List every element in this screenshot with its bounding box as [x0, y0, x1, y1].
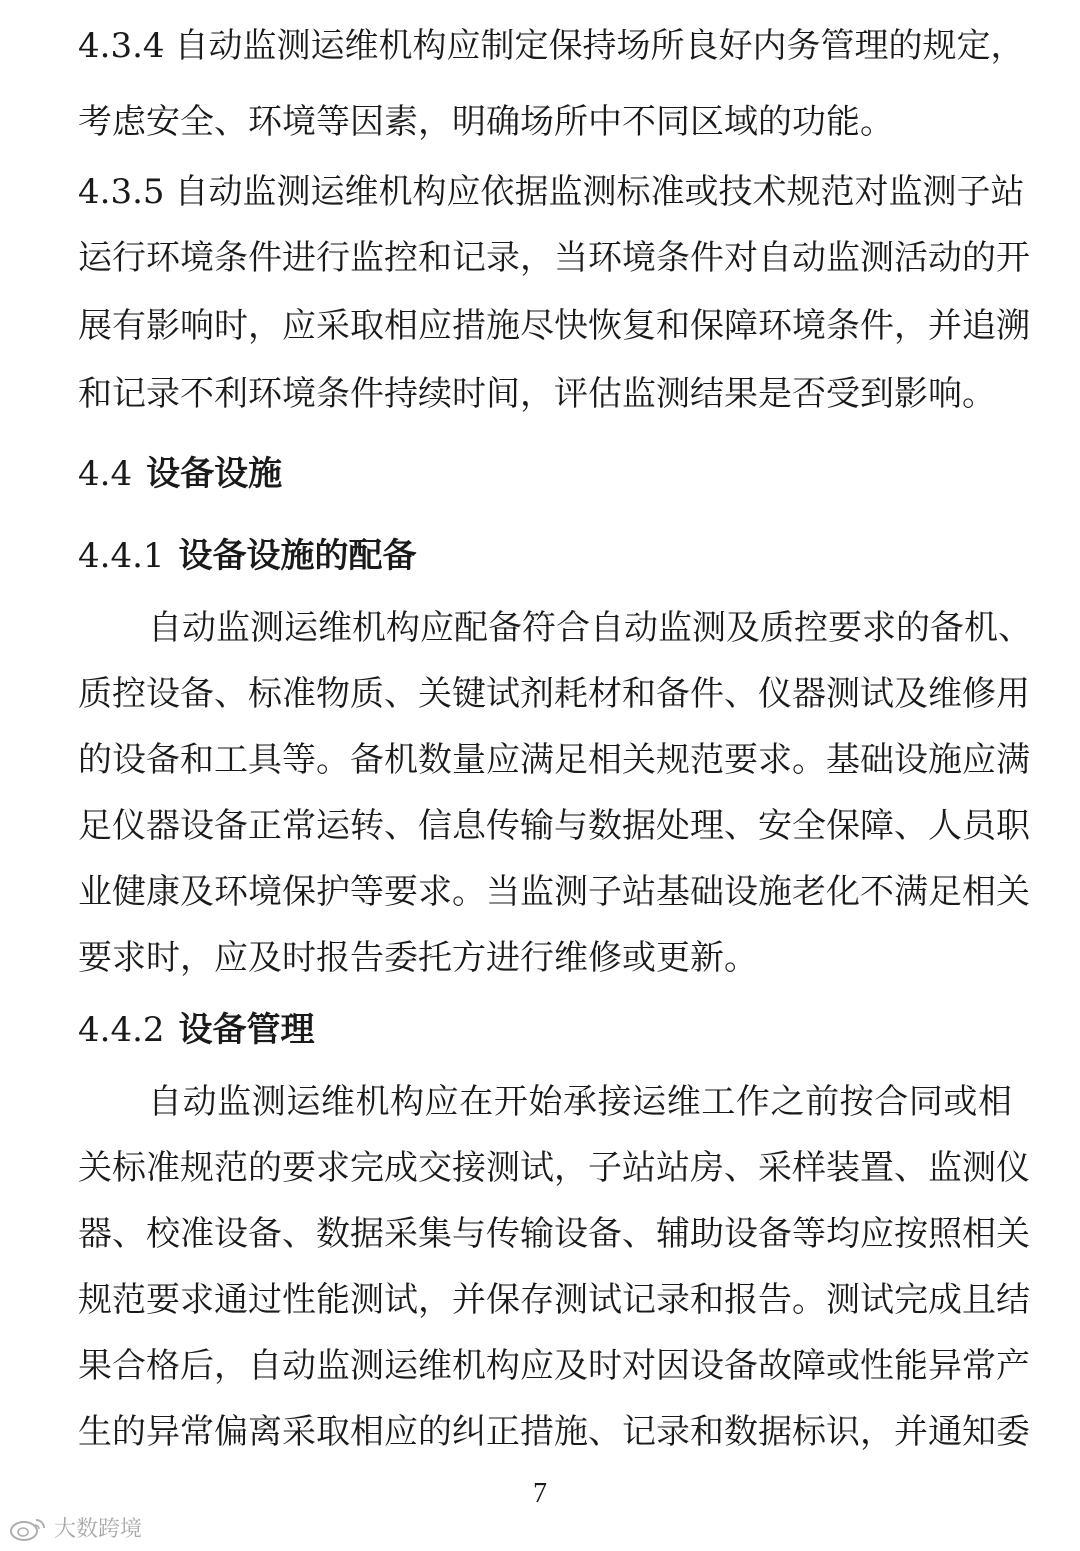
section-4-3-5-line-2: 运行环境条件进行监控和记录，当环境条件对自动监测活动的开 [78, 238, 1030, 278]
section-4-4-2-line-4: 规范要求通过性能测试，并保存测试记录和报告。测试完成且结 [78, 1280, 1030, 1320]
section-4-3-5-line-4: 和记录不利环境条件持续时间，评估监测结果是否受到影响。 [78, 374, 996, 414]
section-4-4-1-line-4: 足仪器设备正常运转、信息传输与数据处理、安全保障、人员职 [78, 806, 1030, 846]
section-4-4-2-line-1: 自动监测运维机构应在开始承接运维工作之前按合同或相 [148, 1082, 1012, 1122]
section-number: 4.3.4 [78, 26, 165, 66]
section-4-4-2-line-5: 果合格后，自动监测运维机构应及时对因设备故障或性能异常产 [78, 1346, 1030, 1386]
section-heading-4-4-1: 4.4.1 设备设施的配备 [78, 536, 417, 576]
weibo-logo-icon [8, 1514, 48, 1542]
section-4-4-1-line-3: 的设备和工具等。备机数量应满足相关规范要求。基础设施应满 [78, 740, 1030, 780]
section-4-4-1-line-2: 质控设备、标准物质、关键试剂耗材和备件、仪器测试及维修用 [78, 674, 1030, 714]
section-4-4-1-line-1: 自动监测运维机构应配备符合自动监测及质控要求的备机、 [148, 608, 1032, 648]
section-heading-4-4-2: 4.4.2 设备管理 [78, 1010, 315, 1050]
section-4-4-2-line-3: 器、校准设备、数据采集与传输设备、辅助设备等均应按照相关 [78, 1214, 1030, 1254]
section-4-4-2-line-2: 关标准规范的要求完成交接测试，子站站房、采样装置、监测仪 [78, 1148, 1030, 1188]
section-4-4-2-line-6: 生的异常偏离采取相应的纠正措施、记录和数据标识，并通知委 [78, 1412, 1030, 1452]
section-4-4-1-line-5: 业健康及环境保护等要求。当监测子站基础设施老化不满足相关 [78, 872, 1030, 912]
section-heading-4-4: 4.4 设备设施 [78, 454, 283, 494]
section-4-3-4-line-2: 考虑安全、环境等因素，明确场所中不同区域的功能。 [78, 102, 894, 142]
section-4-3-5-line-1: 4.3.5 自动监测运维机构应依据监测标准或技术规范对监测子站 [78, 172, 1025, 212]
watermark [8, 1512, 142, 1543]
page-number: 7 [533, 1478, 547, 1509]
section-4-3-4-line-1: 4.3.4 自动监测运维机构应制定保持场所良好内务管理的规定， [78, 26, 1025, 66]
section-4-4-1-line-6: 要求时，应及时报告委托方进行维修或更新。 [78, 938, 758, 978]
section-4-3-5-line-3: 展有影响时，应采取相应措施尽快恢复和保障环境条件，并追溯 [78, 306, 1030, 346]
watermark-text: 大数跨境 [54, 1517, 143, 1542]
section-number: 4.3.5 [78, 172, 165, 212]
